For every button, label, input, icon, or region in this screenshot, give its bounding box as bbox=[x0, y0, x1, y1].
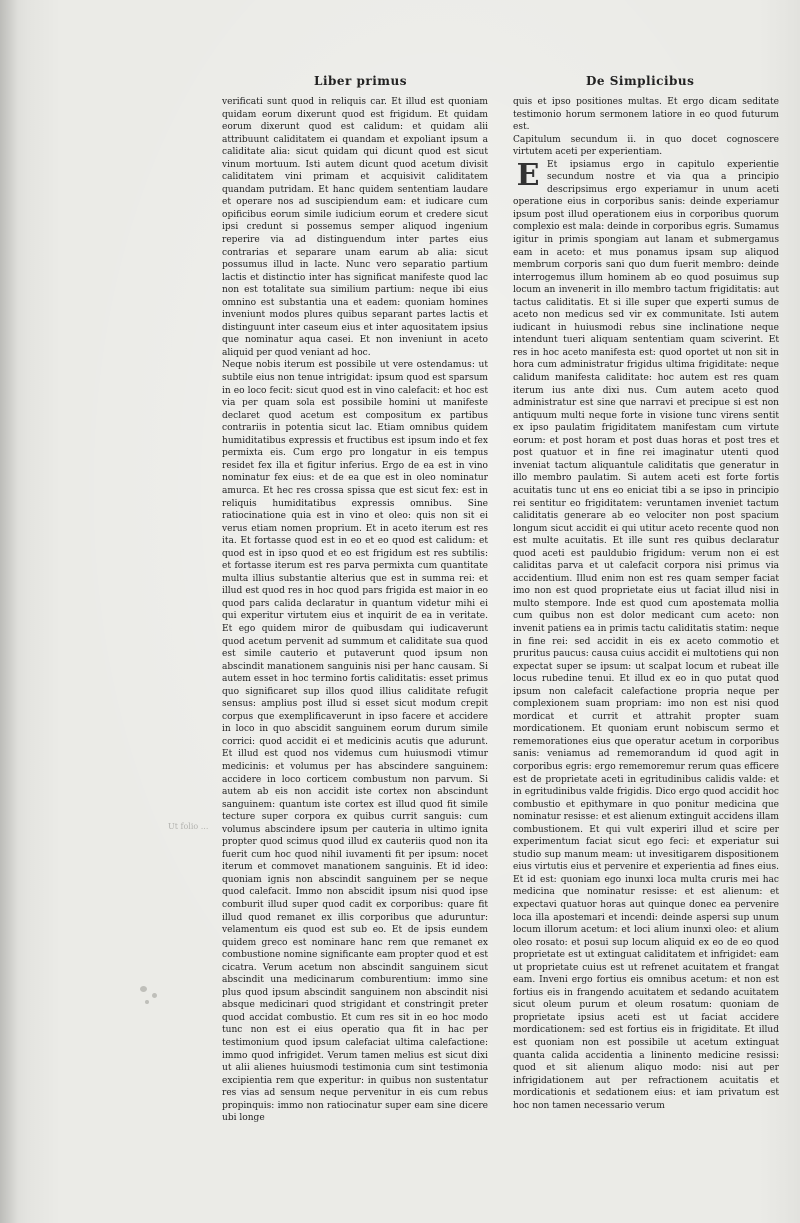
running-header-left: Liber primus bbox=[314, 74, 407, 88]
text-column-left bbox=[222, 96, 488, 1124]
text-column-right bbox=[513, 96, 779, 1116]
chapter-heading: Capitulum secundum ii. in quo docet cognoscere virtutem aceti per experientiam. bbox=[513, 134, 779, 158]
paper-stain bbox=[145, 1000, 149, 1004]
paragraph: Neque nobis iterum est possibile ut vere ostendamus: ut subtile eius non tenue intrigidat: ipsum quod est sparsum in eo loco fecit: sicut quod est in vino calefacit: et hoc est via per quam sola est possibile homini ut manifeste declaret quod acetum est compositum ex partibus contrariis in potentia sicut lac. Etiam omnibus quidem humiditatibus expressis et fructibus est ipsum indo et fex permixta eis. Cum ergo pro longatur in eis tempus residet fex illa et figitur inferius. Ergo de ea est in vino nominatur fex eius: et de ea que est in oleo nominatur amurca. Et hec res crossa spissa que est sicut fex: est in reliquis humiditatibus expressis omnibus. Sine ratiocinatione quia est in vino et oleo: quis non sit ei verus etiam nomen proprium. Et in aceto iterum est res ita. Et fortasse quod est in eo et eo quod est calidum: et quod est in ipso quod et eo est frigidum est res subtilis: et fortasse iterum est res parva permixta cum quantitate multa illius substantie alterius que est in summa rei: et illud est quod res in hoc quod pars frigida est maior in eo quod pars calida declaratur in quantum videtur mihi ei qui experitur virtutem eius et inquirit de ea in veritate. Et ego quidem miror de quibusdam qui iudicaverunt quod acetum pervenit ad summum et caliditate sua quod est simile cauterio et putaverunt quod ipsum non abscindit manationem sanguinis nisi per hanc causam. Si autem esset in hoc termino fortis caliditatis: esset primus quo significaret sup illos quod illius caliditate refugit sensus: amplius post illud si esset sicut modum crepit corpus que exemplificaverunt in ipso facere et accidere in loco in quo abscidit sanguinem eorum durum simile corrici: quod accidit ei et medicinis acutis que adurunt. Et illud est quod nos videmus cum huiusmodi vtimur medicinis: et volumus per has abscindere sanguinem: accidere in loco corticem combustum non parvum. Si autem ab eis non accidit iste cortex non abscindunt sanguinem: quantum iste cortex est illud quod fit simile tecture super corpora ex quibus currit sanguis: cum volumus abscindere ipsum per cauteria in ultimo ignita propter quod scimus quod illud ex cauteriis quod non ita fuerit cum hoc quod nihil iuvamenti fit per ipsum: nocet iterum et commovet manationem sanguinis. Et id ideo: quoniam ignis non abscindit sanguinem per se neque quod calefacit. Immo non abscidit ipsum nisi quod ipse comburit illud super quod cadit ex corporibus: quare fit illud quod remanet ex illis corporibus que aduruntur: velamentum eis quod est sub eo. Et de ipsis eundem quidem greco est nominare hanc rem que remanet ex combustione nomine significante eam propter quod et est cicatra. Verum acetum non abscindit sanguinem sicut abscindit una medicinarum comburentium: immo sine plus quod ipsum abscindit sanguinem non abscindit nisi absque medicinari quod strigidant et constringit preter quod accidat combustio. Et cum res sit in eo hoc modo tunc non est ei eius operatio qua fit in hac per testimonium quod ipsum calefaciat ultima calefactione: immo quod infrigidet. Verum tamen melius est sicut dixi ut alii alienes huiusmodi testimonia cum sint testimonia excipientia rem que experitur: in quibus non sustentatur res vias ad sensum neque pervenitur in eis cum rebus propinquis: immo non ratiocinatur super eam sine dicere ubi longe bbox=[222, 360, 488, 1124]
paper-stain bbox=[140, 986, 147, 992]
paragraph: quis et ipso positiones multas. Et ergo dicam seditate testimonio horum sermonem latiore in eo quod futurum est. bbox=[513, 97, 779, 133]
paragraph: verificati sunt quod in reliquis car. Et illud est quoniam quidam eorum dixerunt quod est frigidum. Et quidam eorum dixerunt quod est calidum: et quidam alii attribuunt caliditatem ei quandam et expoliant ipsum a caliditate alia: sicut quidam qui dicunt quod est sicut vinum mortuum. Isti autem dicunt quod acetum divisit caliditatem vini primam et acquisivit caliditatem quandam putridam. Et hanc quidem sententiam laudare et operare nos ad suscipiendum eam: et iudicare cum opificibus eorum simile iudicium eorum et credere sicut ipsi credunt si possemus semper aliquod ingenium reperire via ad distinguendum inter partes eius contrarias et separare unam earum ab alia: sicut possumus illud in lacte. Nunc vero separatio partium lactis et distinctio inter has significat manifeste quod lac non est totalitate sua similium partium: neque ibi eius omnino est substantia una et eadem: quoniam homines inveniunt modos plures quibus separant partes lactis et distinguunt inter caseum eius et inter aquositatem ipsius que nominatur aqua casei. Et non inveniunt in aceto aliquid per quod veniant ad hoc. bbox=[222, 97, 488, 358]
running-header-right: De Simplicibus bbox=[586, 74, 695, 88]
paragraph-body: Et ipsiamus ergo in capitulo experientie secundum nostre et via qua a principio descripsimus ergo experiamur in unum aceti operatione eius in corporibus sanis: deinde experiamur ipsum post illud operationem eius in corporibus quorum complexio est mala: deinde in corporibus egris. Sumamus igitur in primis spongiam aut lanam et submergamus eam in aceto: et mus ponamus ipsam sup aliquod membrum corporis sani quo dum fuerit membro: deinde interrogemus illum hominem ab eo quod posuimus sup locum an invenerit in illo membro tactum frigiditatis: aut tactus caliditatis. Et si ille super que experti sumus de aceto non medicus sed vir ex communitate. Isti autem iudicant in huiusmodi rebus sine inclinatione neque intendunt tueri aliquam sententiam quam sciverint. Et res in hoc aceto manifesta est: quod oportet ut non sit in hora cum administratur frigidus ultima frigiditate: neque calidum manifesta caliditate: hoc autem est res quam iterum ius ante dixi nus. Cum autem aceto quod administratur est sine que narravi et precipue si est non antiquum multi neque forte in visione tunc virens sentit ex ipso paulatim frigiditatem manifestam cum virtute eorum: et post horam et post duas horas et post tres et post quatuor et in fine rei imaginatur utenti quod inveniat tactum aliquantule caliditatis que generatur in illo membro paulatim. Si autem aceti est forte fortis acuitatis tunc ut ens eo eniciat tibi a se ipso in principio rei sentitur eo frigiditatem: veruntamen inveniet tactum caliditatis generare ab eo velociter non post spacium longum sicut accidit ei qui utitur aceto recente quod non est multe acuitatis. Et ille sunt res quibus declaratur quod aceti est pauldubio frigidum: verum non ei est caliditas parva et ut calefacit corpora nisi primus via accidentium. Illud enim non est res quam semper faciat imo non est quod proprietate eius ut faciat illud nisi in multo stempore. Inde est quod cum apostemata mollia cum quibus non est dolor medicant cum aceto: non invenit patiens ea in primis tactu caliditatis statim: neque in fine rei: sed accidit in eis ex aceto commotio et pruritus paucus: causa cuius accidit ei multotiens qui non expectat super se ipsum: ut scalpat locum et rubeat ille locus rubedine tenui. Et illud ex eo in quo putat quod ipsum non calefacit calefactione propria neque per complexionem suam propriam: imo non est nisi quod mordicat et currit et attrahit propter suam mordicationem. Et quoniam erunt nobiscum sermo et rememorationes eius que operatur acetum in corporibus sanis: veniamus ad rememorandum id quod agit in corporibus egris: ergo rememoremur rerum quas efficere est de proprietate aceti in egritudinibus calidis valde: et in egritudinibus valde frigidis. Dico ergo quod accidit hoc combustio et epithymare in quo ponitur medicina que nominatur resisse: et est alienum extinguit accidens illam combustionem. Et qui vult experiri illud et scire per experimentum faciat sicut ego feci: et experiatur sui studio sup manum meam: ut invesitigarem dispositionem eius virtutis eius et pervenire et experientia ad fines eius. Et id est: quoniam ego inunxi loca multa cruris mei hac medicina que nominatur resisse: et est alienum: et expectavi quatuor horas aut quinque donec ea pervenire loca illa apostemari et incendi: deinde aspersi sup unum locum illorum acetum: et loci alium inunxi oleo: et alium oleo rosato: et posui sup locum aliquid ex eo de eo quod proprietate est ut extinguat caliditatem et infrigidet: eam ut proprietate cuius est ut refrenet acuitatem et frangat eam. Inveni ergo fortius eis omnibus acetum: et non est fortius eis in frangendo acuitatem et sedando acuitatem sicut oleum purum et oleum rosatum: quoniam de proprietate ipsius aceti est ut faciat accidere mordicationem: sed est fortius eis in frigiditate. Et illud est quoniam non est possibile ut acetum extinguat quanta calida accidentia a lininento medicine resissi: quod et sit alienum aliquo modo: nisi aut per infrigidationem aut per refractionem acuitatis et mordicationis et sedationem eius: et iam privatum est hoc non tamen necessario verum bbox=[513, 159, 779, 1111]
paper-stain bbox=[152, 993, 157, 998]
initial-capital: E bbox=[516, 157, 540, 193]
binding-gutter-shadow bbox=[0, 0, 18, 1223]
paragraph bbox=[513, 159, 779, 1113]
faded-marginal-note: Ut folio ... bbox=[168, 822, 209, 831]
